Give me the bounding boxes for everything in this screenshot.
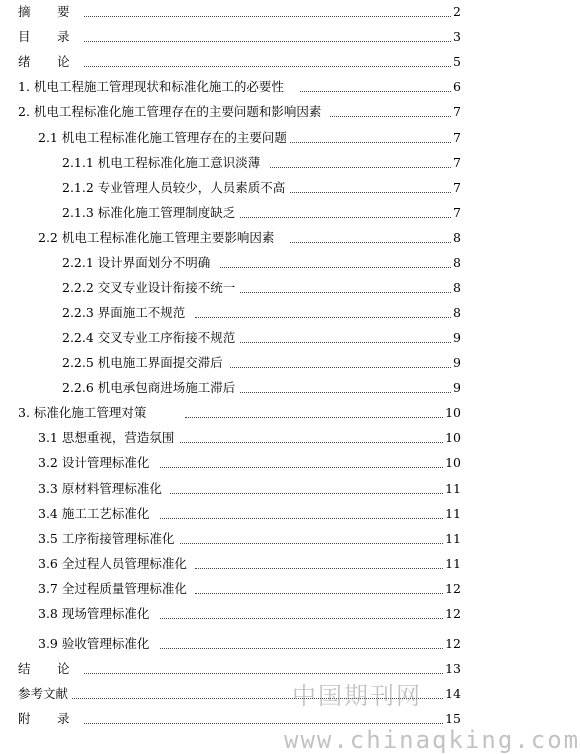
toc-leader-dots <box>160 467 461 468</box>
toc-entry-label: 3.7 全过程质量管理标准化 <box>38 577 189 601</box>
toc-entry-label: 绪 论 <box>18 50 83 74</box>
toc-entry-page: 2 <box>451 0 461 24</box>
toc-leader-dots <box>58 16 461 17</box>
toc-entry-label: 2.2.6 机电承包商进场施工滞后 <box>62 376 237 400</box>
toc-entry-page: 9 <box>451 326 461 350</box>
toc-entry-label: 2.1.3 标准化施工管理制度缺乏 <box>62 201 237 225</box>
toc-row-section-2-2-5[interactable] <box>0 351 519 375</box>
toc-leader-dots <box>180 442 461 443</box>
toc-entry-label: 2.2.1 设计界面划分不明确 <box>62 251 212 275</box>
toc-leader-dots <box>290 242 461 243</box>
toc-entry-label: 3. 标准化施工管理对策 <box>18 401 148 425</box>
toc-entry-label: 附 录 <box>18 707 83 731</box>
toc-entry-label: 2.1.2 专业管理人员较少，人员素质不高 <box>62 176 287 200</box>
watermark-url-text: www.chinaqking.com <box>284 726 580 754</box>
toc-row-section-2-2-2[interactable] <box>0 276 519 300</box>
toc-entry-label: 3.1 思想重视，营造氛围 <box>38 426 176 450</box>
toc-row-section-3-4[interactable] <box>0 502 519 526</box>
toc-entry-label: 参考文献 <box>18 682 70 706</box>
toc-entry-label: 3.4 施工工艺标准化 <box>38 502 151 526</box>
toc-entry-page: 11 <box>443 477 461 501</box>
toc-leader-dots <box>220 267 461 268</box>
toc-entry-label: 2.2.4 交叉专业工序衔接不规范 <box>62 326 237 350</box>
toc-entry-label: 结 论 <box>18 657 83 681</box>
toc-entry-page: 7 <box>451 201 461 225</box>
toc-entry-page: 3 <box>451 25 461 49</box>
watermark-chinese-text: 中国期刊网 <box>292 682 422 710</box>
toc-leader-dots <box>290 142 461 143</box>
toc-entry-page: 7 <box>451 176 461 200</box>
toc-entry-page: 11 <box>443 527 461 551</box>
toc-row-section-2-2[interactable] <box>0 226 519 250</box>
toc-leader-dots <box>170 493 461 494</box>
toc-leader-dots <box>58 41 461 42</box>
toc-entry-page: 9 <box>451 376 461 400</box>
toc-leader-dots <box>240 392 461 393</box>
toc-row-section-2-1-2[interactable] <box>0 176 519 200</box>
toc-row-section-2-2-3[interactable] <box>0 301 519 325</box>
toc-entry-page: 12 <box>443 577 461 601</box>
toc-leader-dots <box>195 593 461 594</box>
toc-leader-dots <box>330 116 461 117</box>
toc-leader-dots <box>160 648 461 649</box>
toc-entry-page: 12 <box>443 602 461 626</box>
toc-row-section-3-1[interactable] <box>0 426 519 450</box>
toc-row-contents[interactable] <box>0 25 519 49</box>
toc-entry-label: 2.2.2 交叉专业设计衔接不统一 <box>62 276 237 300</box>
toc-leader-dots <box>72 698 461 699</box>
toc-row-introduction[interactable] <box>0 50 519 74</box>
toc-entry-label: 2.2.3 界面施工不规范 <box>62 301 187 325</box>
toc-entry-label: 摘 要 <box>18 0 83 24</box>
toc-entry-label: 3.9 验收管理标准化 <box>38 632 151 656</box>
toc-entry-page: 10 <box>443 401 461 425</box>
toc-entry-page: 7 <box>451 151 461 175</box>
toc-row-section-3-6[interactable] <box>0 552 519 576</box>
toc-leader-dots <box>240 217 461 218</box>
toc-entry-label: 3.8 现场管理标准化 <box>38 602 151 626</box>
toc-row-section-2-1-1[interactable] <box>0 151 519 175</box>
toc-row-chapter-1[interactable] <box>0 75 519 99</box>
toc-row-section-2-1[interactable] <box>0 126 519 150</box>
toc-leader-dots <box>185 417 461 418</box>
toc-entry-label: 2.2.5 机电施工界面提交滞后 <box>62 351 225 375</box>
toc-entry-label: 2.1.1 机电工程标准化施工意识淡薄 <box>62 151 262 175</box>
toc-entry-page: 14 <box>443 682 461 706</box>
toc-entry-page: 7 <box>451 100 461 124</box>
toc-entry-label: 2.1 机电工程标准化施工管理存在的主要问题 <box>38 126 289 150</box>
toc-leader-dots <box>160 518 461 519</box>
toc-row-section-3-5[interactable] <box>0 527 519 551</box>
toc-entry-page: 10 <box>443 451 461 475</box>
toc-entry-page: 10 <box>443 426 461 450</box>
toc-entry-page: 6 <box>451 75 461 99</box>
toc-entry-page: 7 <box>451 126 461 150</box>
toc-row-chapter-3[interactable] <box>0 401 519 425</box>
toc-leader-dots <box>180 543 461 544</box>
toc-entry-label: 3.2 设计管理标准化 <box>38 451 151 475</box>
toc-entry-page: 11 <box>443 552 461 576</box>
toc-row-section-3-2[interactable] <box>0 451 519 475</box>
toc-leader-dots <box>290 192 461 193</box>
toc-leader-dots <box>195 317 461 318</box>
toc-leader-dots <box>270 167 461 168</box>
toc-leader-dots <box>58 723 461 724</box>
toc-entry-page: 8 <box>451 301 461 325</box>
toc-entry-page: 12 <box>443 632 461 656</box>
toc-entry-page: 8 <box>451 251 461 275</box>
toc-row-section-2-1-3[interactable] <box>0 201 519 225</box>
toc-entry-label: 2. 机电工程标准化施工管理存在的主要问题和影响因素 <box>18 100 323 124</box>
toc-entry-label: 2.2 机电工程标准化施工管理主要影响因素 <box>38 226 276 250</box>
toc-row-chapter-2[interactable] <box>0 100 519 124</box>
toc-leader-dots <box>240 342 461 343</box>
toc-leader-dots <box>195 568 461 569</box>
toc-row-abstract[interactable] <box>0 0 519 24</box>
toc-leader-dots <box>58 673 461 674</box>
toc-row-references[interactable] <box>0 682 519 706</box>
toc-leader-dots <box>230 367 461 368</box>
toc-row-section-3-3[interactable] <box>0 477 519 501</box>
toc-entry-label: 目 录 <box>18 25 83 49</box>
toc-entry-label: 3.3 原材料管理标准化 <box>38 477 164 501</box>
toc-leader-dots <box>58 66 461 67</box>
toc-row-section-3-9[interactable] <box>0 632 519 656</box>
toc-leader-dots <box>300 91 461 92</box>
toc-entry-label: 3.5 工序衔接管理标准化 <box>38 527 176 551</box>
toc-row-section-2-2-4[interactable] <box>0 326 519 350</box>
toc-entry-page: 9 <box>451 351 461 375</box>
toc-row-conclusion[interactable] <box>0 657 519 681</box>
toc-entry-page: 8 <box>451 276 461 300</box>
toc-entry-label: 3.6 全过程人员管理标准化 <box>38 552 189 576</box>
toc-row-appendix[interactable] <box>0 707 519 731</box>
toc-entry-page: 11 <box>443 502 461 526</box>
toc-row-section-3-8[interactable] <box>0 602 519 626</box>
toc-leader-dots <box>160 618 461 619</box>
toc-entry-page: 15 <box>443 707 461 731</box>
toc-leader-dots <box>240 292 461 293</box>
toc-row-section-3-7[interactable] <box>0 577 519 601</box>
toc-entry-page: 13 <box>443 657 461 681</box>
toc-row-section-2-2-1[interactable] <box>0 251 519 275</box>
toc-entry-label: 1. 机电工程施工管理现状和标准化施工的必要性 <box>18 75 286 99</box>
toc-row-section-2-2-6[interactable] <box>0 376 519 400</box>
toc-entry-page: 5 <box>451 50 461 74</box>
toc-entry-page: 8 <box>451 226 461 250</box>
